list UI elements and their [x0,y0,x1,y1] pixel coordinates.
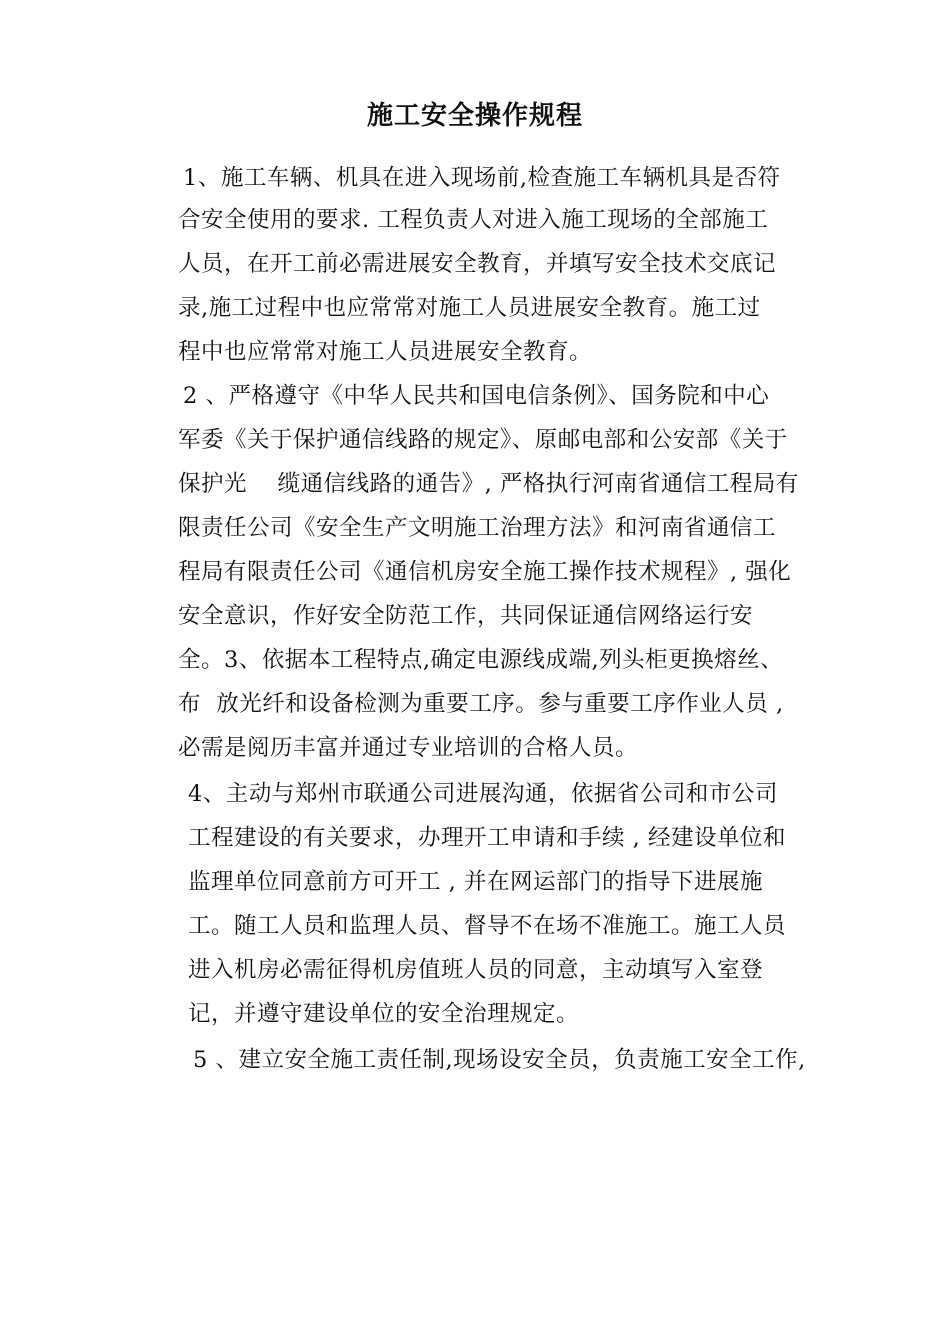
paragraph-1-line-1: 1、施工车辆、机具在进入现场前,检查施工车辆机具是否符 [183,165,781,191]
paragraph-2-line-3: 保护光 缆通信线路的通告》, 严格执行河南省通信工程局有 [178,471,799,497]
paragraph-4-line-5: 进入机房必需征得机房值班人员的同意，主动填写入室登 [188,957,764,983]
paragraph-4-line-3: 监理单位同意前方可开工 , 并在网运部门的指导下进展施 [188,869,763,895]
paragraph-1-line-3: 人员，在开工前必需进展安全教育，并填写安全技术交底记 [178,251,777,277]
paragraph-4-line-4: 工。随工人员和监理人员、督导不在场不准施工。施工人员 [188,913,787,939]
paragraph-4-line-2: 工程建设的有关要求，办理开工申请和手续 , 经建设单位和 [188,825,786,851]
paragraph-5-line-1: 5 、建立安全施工责任制,现场设安全员，负责施工安全工作, [193,1047,806,1073]
paragraph-4-line-6: 记，并遵守建设单位的安全治理规定。 [188,1001,580,1027]
paragraph-1-line-2: 合安全使用的要求. 工程负责人对进入施工现场的全部施工 [178,207,769,233]
paragraph-2-line-6: 安全意识，作好安全防范工作，共同保证通信网络运行安 [178,603,754,629]
document-title: 施工安全操作规程 [366,101,583,131]
paragraph-3-line-3: 必需是阅历丰富并通过专业培训的合格人员。 [178,735,639,761]
paragraph-2-line-4: 限责任公司《安全生产文明施工治理方法》和河南省通信工 [178,515,777,541]
paragraph-1-line-5: 程中也应常常对施工人员进展安全教育。 [178,339,593,365]
paragraph-3-line-2: 布 放光纤和设备检测为重要工序。参与重要工序作业人员 , [178,691,784,717]
paragraph-2-line-2: 军委《关于保护通信线路的规定》、原邮电部和公安部《关于 [178,427,788,453]
paragraph-4-line-1: 4、主动与郑州市联通公司进展沟通，依据省公司和市公司 [188,781,778,807]
paragraph-3-line-1: 全。3、依据本工程特点,确定电源线成端,列头柜更换熔丝、 [178,647,784,673]
paragraph-2-line-1: 2 、严格遵守《中华人民共和国电信条例》、国务院和中心 [183,383,770,409]
paragraph-1-line-4: 录,施工过程中也应常常对施工人员进展安全教育。施工过 [178,295,761,321]
paragraph-2-line-5: 程局有限责任公司《通信机房安全施工操作技术规程》, 强化 [178,559,792,585]
